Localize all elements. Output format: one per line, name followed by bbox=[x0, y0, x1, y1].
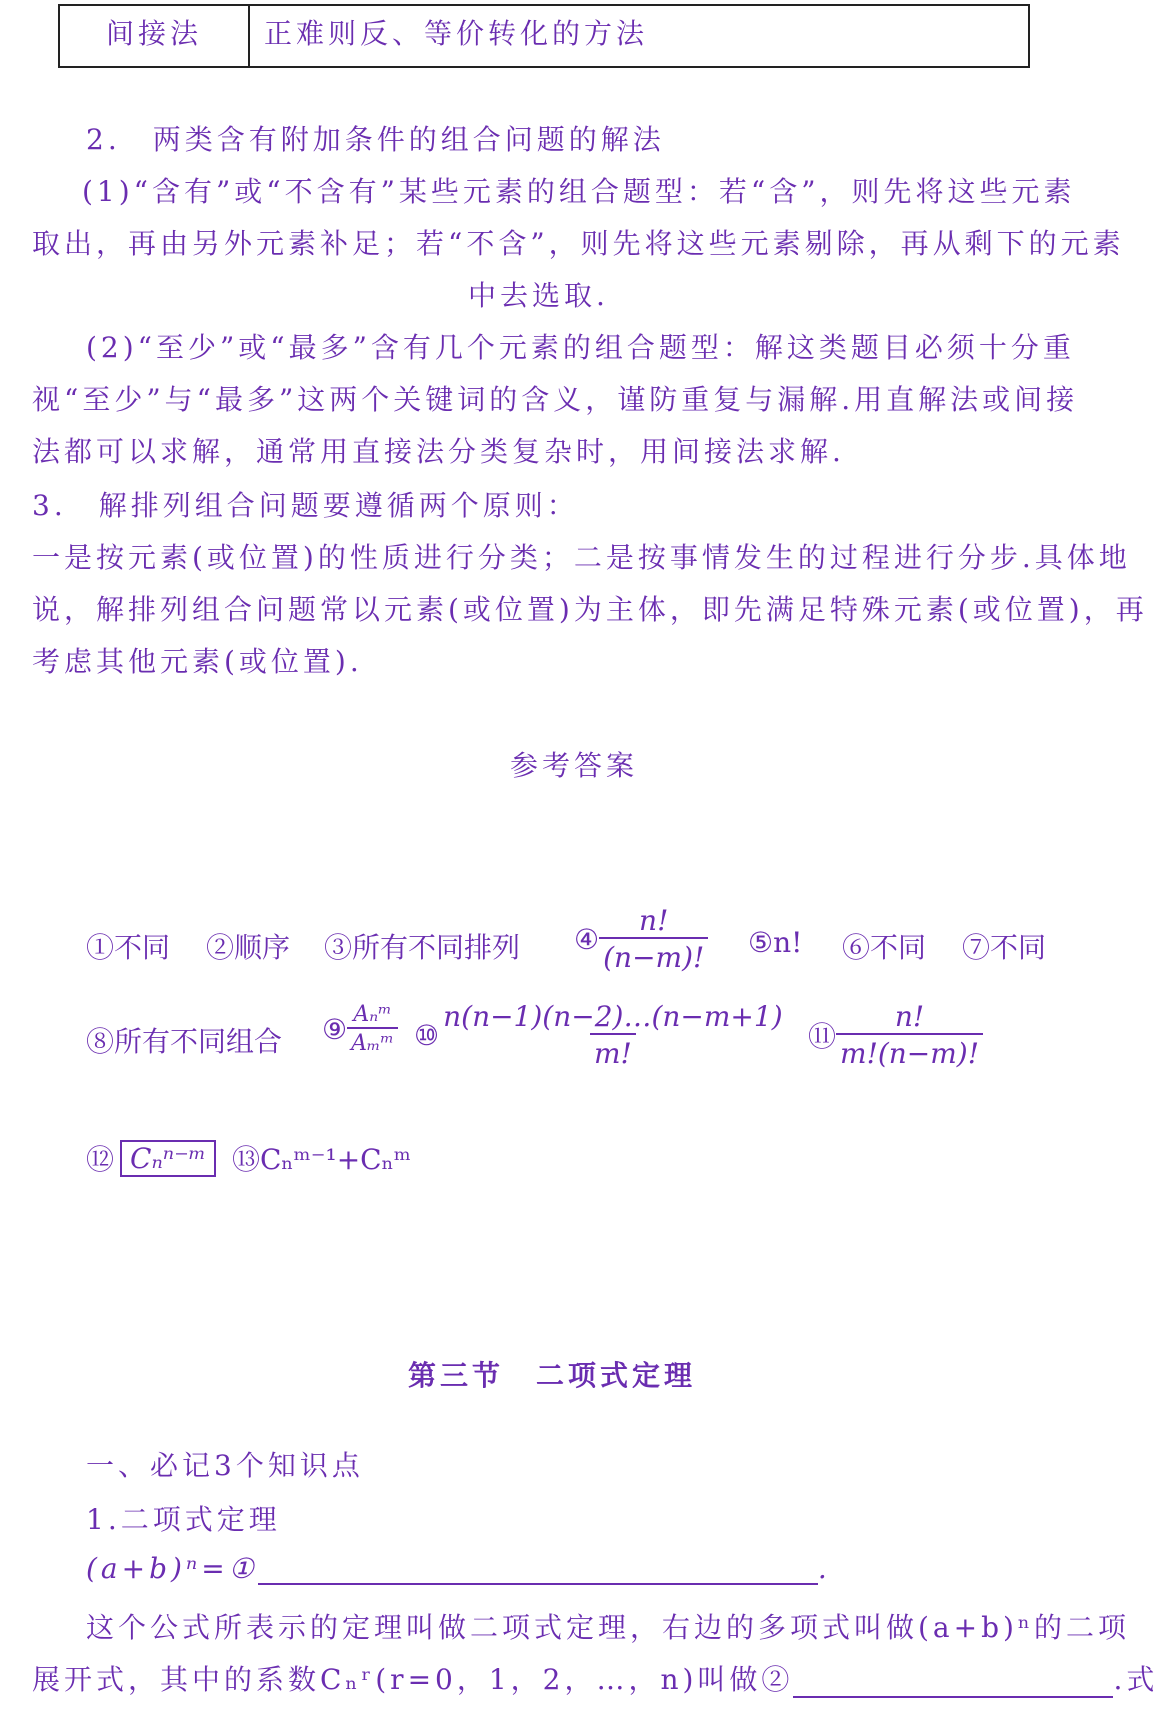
subsection-title: 一、必记3个知识点 bbox=[86, 1449, 364, 1482]
answer-2: ②顺序 bbox=[206, 931, 291, 964]
answer-11-label: ⑪ bbox=[808, 1020, 837, 1053]
section2-p2-line2: 视“至少”与“最多”这两个关键词的含义，谨防重复与漏解.用直解法或间接 bbox=[32, 383, 1079, 416]
answer-9-numerator: Aₙᵐ bbox=[353, 1002, 392, 1027]
table-cell-description: 正难则反、等价转化的方法 bbox=[249, 5, 1029, 67]
answer-11 bbox=[808, 1000, 983, 1070]
answer-9-fraction bbox=[347, 1002, 398, 1056]
section2-title: 2. 两类含有附加条件的组合问题的解法 bbox=[86, 123, 665, 156]
answer-8: ⑧所有不同组合 bbox=[86, 1025, 283, 1058]
answer-10-label: ⑩ bbox=[414, 1018, 440, 1052]
section2-p1-line2: 取出，再由另外元素补足；若“不含”，则先将这些元素剔除，再从剩下的元素 bbox=[32, 227, 1125, 260]
method-table bbox=[58, 4, 1030, 68]
answer-12-boxed: Cₙⁿ⁻ᵐ bbox=[120, 1140, 216, 1177]
answer-11-fraction bbox=[836, 1000, 983, 1070]
answer-11-numerator: n! bbox=[894, 1000, 925, 1033]
binomial-formula bbox=[86, 1552, 831, 1585]
answer-10-denominator: m! bbox=[590, 1033, 636, 1070]
section3-line3: 考虑其他元素(或位置). bbox=[32, 645, 363, 678]
answer-blank-2[interactable] bbox=[793, 1666, 1113, 1698]
answer-9-denominator: Aₘᵐ bbox=[347, 1027, 398, 1056]
item-title: 1.二项式定理 bbox=[86, 1503, 281, 1536]
answer-12 bbox=[86, 1138, 216, 1178]
section3-line2: 说，解排列组合问题常以元素(或位置)为主体，即先满足特殊元素(或位置)，再 bbox=[32, 593, 1148, 626]
answer-blank-1[interactable] bbox=[258, 1553, 818, 1585]
table-row bbox=[59, 5, 1029, 67]
answer-7: ⑦不同 bbox=[962, 931, 1047, 964]
binomial-paragraph-line1: 这个公式所表示的定理叫做二项式定理，右边的多项式叫做(a+b)ⁿ的二项 bbox=[86, 1611, 1131, 1644]
formula-end: . bbox=[817, 1552, 831, 1585]
section-heading: 第三节 二项式定理 bbox=[408, 1359, 697, 1392]
answer-10-numerator: n(n−1)(n−2)…(n−m+1) bbox=[443, 1000, 783, 1033]
section2-p2-line3: 法都可以求解，通常用直接法分类复杂时，用间接法求解. bbox=[32, 435, 845, 468]
answer-12-label: ⑫ bbox=[86, 1143, 115, 1176]
answer-4-label: ④ bbox=[574, 922, 600, 956]
answer-6: ⑥不同 bbox=[842, 931, 927, 964]
binomial-paragraph-line2 bbox=[32, 1658, 1158, 1698]
paragraph-line2-end: .式 bbox=[1113, 1663, 1158, 1696]
formula-prefix: (a+b)ⁿ=① bbox=[86, 1552, 258, 1585]
answer-4-numerator: n! bbox=[639, 904, 669, 937]
answer-3: ③所有不同排列 bbox=[324, 931, 521, 964]
answer-11-denominator: m!(n−m)! bbox=[836, 1033, 983, 1070]
section3-title: 3. 解排列组合问题要遵循两个原则： bbox=[32, 489, 579, 522]
table-cell-method: 间接法 bbox=[59, 5, 249, 67]
section3-line1: 一是按元素(或位置)的性质进行分类；二是按事情发生的过程进行分步.具体地 bbox=[32, 541, 1131, 574]
answer-13: ⑬Cₙᵐ⁻¹+Cₙᵐ bbox=[232, 1143, 411, 1176]
paragraph-line2-prefix: 展开式，其中的系数Cₙʳ(r=0，1，2，…，n)叫做② bbox=[32, 1663, 794, 1696]
answer-4 bbox=[574, 904, 708, 974]
answer-9 bbox=[322, 1002, 398, 1056]
answer-10-fraction bbox=[439, 1000, 787, 1070]
answer-10 bbox=[414, 1000, 787, 1070]
answer-9-label: ⑨ bbox=[322, 1012, 348, 1046]
section2-p1-line1: (1)“含有”或“不含有”某些元素的组合题型：若“含”，则先将这些元素 bbox=[82, 175, 1076, 208]
section2-p2-line1: (2)“至少”或“最多”含有几个元素的组合题型：解这类题目必须十分重 bbox=[86, 331, 1075, 364]
answer-4-denominator: (n−m)! bbox=[599, 937, 708, 974]
section2-p1-line3: 中去选取. bbox=[468, 279, 609, 312]
answer-5: ⑤n! bbox=[748, 926, 803, 959]
answer-1: ①不同 bbox=[86, 931, 171, 964]
answer-4-fraction bbox=[599, 904, 708, 974]
answers-title: 参考答案 bbox=[510, 749, 639, 782]
